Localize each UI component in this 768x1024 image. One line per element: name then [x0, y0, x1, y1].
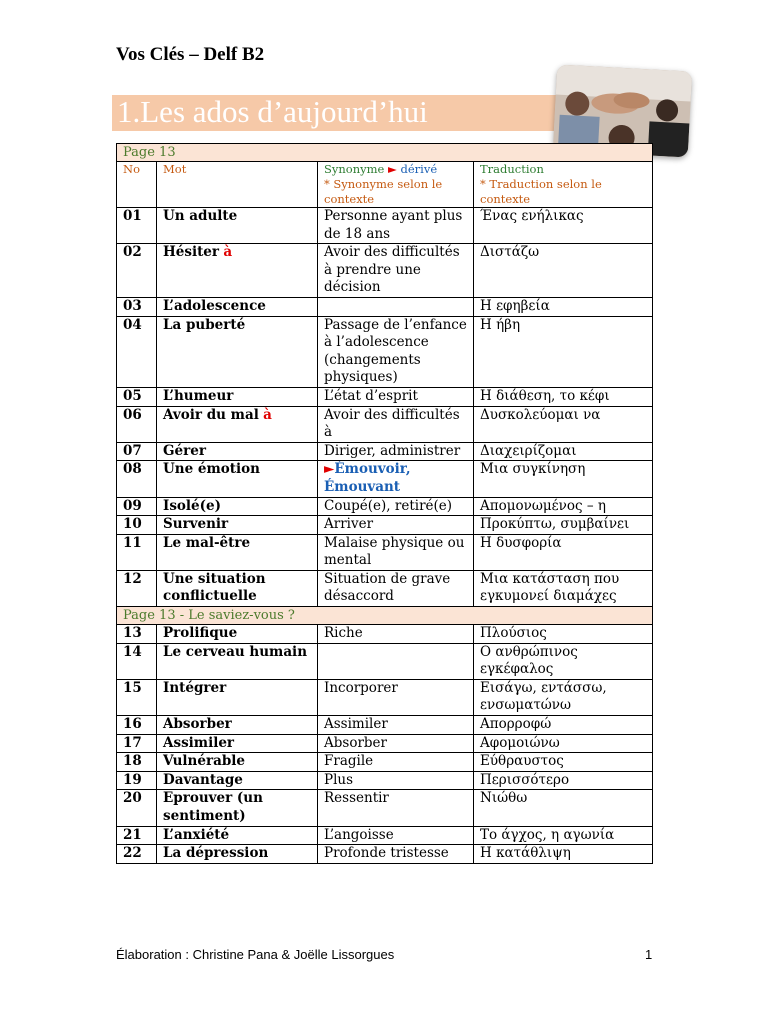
- mot-text: Assimiler: [163, 734, 235, 751]
- row-traduction: Δυσκολεύομαι να: [474, 406, 653, 442]
- table-row: [117, 534, 653, 570]
- mot-text: Hésiter: [163, 244, 220, 261]
- table-row: [117, 461, 653, 497]
- row-number: 07: [117, 442, 157, 461]
- arrow-icon: ►: [324, 461, 335, 478]
- row-mot: [157, 534, 318, 570]
- table-row: [117, 790, 653, 826]
- row-traduction: Η ήβη: [474, 316, 653, 387]
- row-synonyme: Personne ayant plus de 18 ans: [318, 208, 474, 244]
- row-mot: [157, 570, 318, 606]
- row-synonyme: Passage de l’enfance à l’adolescence (changements physiques): [318, 316, 474, 387]
- row-number: 02: [117, 244, 157, 298]
- footer-credit: Élaboration : Christine Pana & Joëlle Lissorgues: [116, 947, 395, 962]
- table-row: [117, 387, 653, 406]
- table-row: [117, 442, 653, 461]
- header-synonyme-label: Synonyme: [324, 162, 385, 176]
- mot-text: Isolé(e): [163, 497, 222, 514]
- row-mot: [157, 406, 318, 442]
- row-mot: [157, 316, 318, 387]
- table-row: [117, 716, 653, 735]
- preposition-accent: à: [263, 406, 272, 423]
- row-number: 10: [117, 516, 157, 535]
- table-row: [117, 244, 653, 298]
- table-row: [117, 625, 653, 644]
- mot-text: Le mal-être: [163, 534, 251, 551]
- table-row: [117, 753, 653, 772]
- row-number: 08: [117, 461, 157, 497]
- table-row: [117, 316, 653, 387]
- page-number: 1: [645, 947, 653, 962]
- row-traduction: Απορροφώ: [474, 716, 653, 735]
- row-traduction: Απομονωμένος – η: [474, 497, 653, 516]
- row-traduction: Διαχειρίζομαι: [474, 442, 653, 461]
- mot-text: L’anxiété: [163, 826, 230, 843]
- column-header-row: [117, 162, 653, 208]
- mot-text: Le cerveau humain: [163, 643, 308, 660]
- row-traduction: Η δυσφορία: [474, 534, 653, 570]
- row-number: 13: [117, 625, 157, 644]
- preposition-accent: à: [223, 244, 233, 261]
- row-synonyme: Ressentir: [318, 790, 474, 826]
- row-traduction: Διστάζω: [474, 244, 653, 298]
- row-number: 20: [117, 790, 157, 826]
- row-number: 22: [117, 845, 157, 864]
- row-mot: [157, 771, 318, 790]
- row-number: 09: [117, 497, 157, 516]
- row-mot: [157, 734, 318, 753]
- row-traduction: Η διάθεση, το κέφι: [474, 387, 653, 406]
- mot-text: Davantage: [163, 771, 243, 788]
- arrow-icon: ►: [387, 162, 397, 176]
- row-mot: [157, 516, 318, 535]
- row-mot: [157, 753, 318, 772]
- mot-text: L’adolescence: [163, 297, 266, 314]
- row-number: 21: [117, 826, 157, 845]
- row-number: 16: [117, 716, 157, 735]
- row-synonyme: Situation de grave désaccord: [318, 570, 474, 606]
- row-synonyme: [318, 297, 474, 316]
- row-traduction: Πλούσιος: [474, 625, 653, 644]
- header-traduction-context: * Traduction selon le contexte: [480, 177, 602, 206]
- table-row: [117, 679, 653, 715]
- row-mot: [157, 679, 318, 715]
- row-synonyme: Malaise physique ou mental: [318, 534, 474, 570]
- row-mot: [157, 790, 318, 826]
- section-header-row: [117, 607, 653, 625]
- header-synonyme-context: * Synonyme selon le contexte: [324, 177, 443, 206]
- derive-text: Émouvoir, Émouvant: [324, 461, 411, 495]
- mot-text: Eprouver (un sentiment): [163, 790, 263, 824]
- section-label: Page 13 - Le saviez-vous ?: [117, 607, 653, 625]
- row-mot: [157, 497, 318, 516]
- table-row: [117, 845, 653, 864]
- row-mot: [157, 716, 318, 735]
- row-synonyme: [318, 461, 474, 497]
- section-label: Page 13: [117, 144, 653, 162]
- mot-text: Survenir: [163, 516, 229, 533]
- row-synonyme: Absorber: [318, 734, 474, 753]
- row-traduction: Μια κατάσταση που εγκυμονεί διαμάχες: [474, 570, 653, 606]
- row-mot: [157, 387, 318, 406]
- row-synonyme: L’état d’esprit: [318, 387, 474, 406]
- mot-text: Une situation conflictuelle: [163, 570, 266, 605]
- table-row: [117, 497, 653, 516]
- row-mot: [157, 643, 318, 679]
- table-row: [117, 297, 653, 316]
- row-synonyme: Assimiler: [318, 716, 474, 735]
- row-synonyme: Riche: [318, 625, 474, 644]
- row-synonyme: Incorporer: [318, 679, 474, 715]
- row-traduction: Εύθραυστος: [474, 753, 653, 772]
- row-number: 06: [117, 406, 157, 442]
- table-row: [117, 570, 653, 606]
- mot-text: L’humeur: [163, 387, 234, 404]
- header-synonyme: [318, 162, 474, 208]
- row-mot: [157, 208, 318, 244]
- table-row: [117, 406, 653, 442]
- document-title: Vos Clés – Delf B2: [116, 44, 265, 65]
- header-traduction: [474, 162, 653, 208]
- row-mot: [157, 845, 318, 864]
- row-traduction: Μια συγκίνηση: [474, 461, 653, 497]
- mot-text: Prolifique: [163, 625, 238, 642]
- row-synonyme: Diriger, administrer: [318, 442, 474, 461]
- row-number: 12: [117, 570, 157, 606]
- row-synonyme: Coupé(e), retiré(e): [318, 497, 474, 516]
- table-row: [117, 771, 653, 790]
- row-synonyme: Avoir des difficultés à prendre une décision: [318, 244, 474, 298]
- row-synonyme: L’angoisse: [318, 826, 474, 845]
- row-number: 11: [117, 534, 157, 570]
- row-number: 01: [117, 208, 157, 244]
- row-number: 19: [117, 771, 157, 790]
- row-traduction: Νιώθω: [474, 790, 653, 826]
- row-number: 14: [117, 643, 157, 679]
- mot-text: Intégrer: [163, 679, 227, 696]
- row-mot: [157, 442, 318, 461]
- row-traduction: Εισάγω, εντάσσω, ενσωματώνω: [474, 679, 653, 715]
- row-mot: [157, 461, 318, 497]
- row-traduction: Το άγχος, η αγωνία: [474, 826, 653, 845]
- row-traduction: Αφομοιώνω: [474, 734, 653, 753]
- table-row: [117, 516, 653, 535]
- table-row: [117, 643, 653, 679]
- row-number: 04: [117, 316, 157, 387]
- mot-text: La dépression: [163, 845, 269, 862]
- row-number: 05: [117, 387, 157, 406]
- mot-text: Avoir du mal: [163, 406, 259, 423]
- row-synonyme: Plus: [318, 771, 474, 790]
- table-row: [117, 208, 653, 244]
- row-traduction: Η εφηβεία: [474, 297, 653, 316]
- mot-text: Vulnérable: [163, 753, 245, 770]
- table-row: [117, 734, 653, 753]
- row-traduction: Ο ανθρώπινος εγκέφαλος: [474, 643, 653, 679]
- table-row: [117, 826, 653, 845]
- row-number: 03: [117, 297, 157, 316]
- mot-text: Gérer: [163, 442, 206, 459]
- row-synonyme: Arriver: [318, 516, 474, 535]
- header-traduction-label: Traduction: [480, 162, 544, 176]
- row-synonyme: [318, 643, 474, 679]
- row-synonyme: Avoir des difficultés à: [318, 406, 474, 442]
- row-mot: [157, 625, 318, 644]
- row-number: 18: [117, 753, 157, 772]
- row-traduction: Προκύπτω, συμβαίνει: [474, 516, 653, 535]
- mot-text: Une émotion: [163, 461, 260, 478]
- row-traduction: Ένας ενήλικας: [474, 208, 653, 244]
- row-traduction: Περισσότερο: [474, 771, 653, 790]
- row-synonyme: Profonde tristesse: [318, 845, 474, 864]
- mot-text: La puberté: [163, 316, 246, 333]
- row-synonyme: Fragile: [318, 753, 474, 772]
- section-title: 1.Les ados d’aujourd’hui: [117, 94, 428, 129]
- header-mot: Mot: [157, 162, 318, 208]
- row-mot: [157, 297, 318, 316]
- row-number: 17: [117, 734, 157, 753]
- row-mot: [157, 826, 318, 845]
- section-header-row: [117, 144, 653, 162]
- row-traduction: Η κατάθλιψη: [474, 845, 653, 864]
- header-no: No: [117, 162, 157, 208]
- mot-text: Absorber: [163, 716, 232, 733]
- mot-text: Un adulte: [163, 208, 238, 224]
- row-mot: [157, 244, 318, 298]
- header-derive-label: dérivé: [400, 162, 438, 176]
- row-number: 15: [117, 679, 157, 715]
- vocabulary-table: [116, 143, 653, 864]
